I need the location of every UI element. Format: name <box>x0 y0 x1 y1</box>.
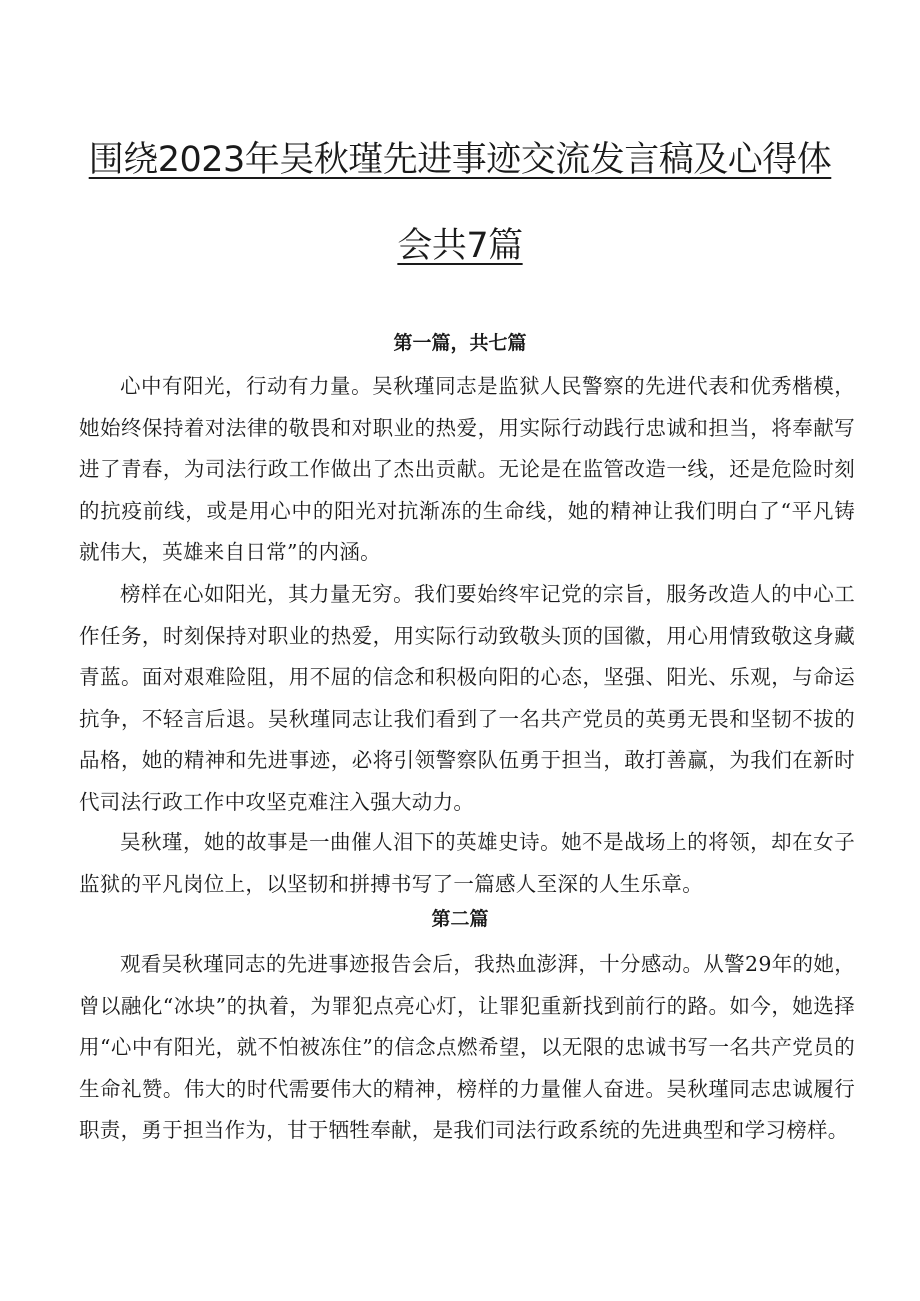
section-heading-1: 第一篇，共七篇 <box>393 332 527 354</box>
paragraph: 榜样在心如阳光，其力量无穷。我们要始终牢记党的宗旨，服务改造人的中心工作任务，时刻保持对职业的热爱，用实际行动致敬头顶的国徽，用心用情致敬这身藏青蓝。面对艰难险阻，用不屈的信念和积极向阳的心态，坚强、阳光、乐观，与命运抗争，不轻言后退。吴秋瑾同志让我们看到了一名共产党员的英勇无畏和坚韧不拔的品格，她的精神和先进事迹，必将引领警察队伍勇于担当，敢打善赢，为我们在新时代司法行政工作中攻坚克难注入强大动力。 <box>79 582 855 814</box>
document-title-line-1: 围绕2023年吴秋瑾先进事迹交流发言稿及心得体 <box>88 140 832 180</box>
paragraph: 观看吴秋瑾同志的先进事迹报告会后，我热血澎湃，十分感动。从警29年的她，曾以融化“冰块”的执着，为罪犯点亮心灯，让罪犯重新找到前行的路。如今，她选择用“心中有阳光，就不怕被冻住”的信念点燃希望，以无限的忠诚书写一名共产党员的生命礼赞。伟大的时代需要伟大的精神，榜样的力量催人奋进。吴秋瑾同志忠诚履行职责，勇于担当作为，甘于牺牲奉献，是我们司法行政系统的先进典型和学习榜样。 <box>79 952 855 1142</box>
paragraph: 吴秋瑾，她的故事是一曲催人泪下的英雄史诗。她不是战场上的将领，却在女子监狱的平凡岗位上，以坚韧和拼搏书写了一篇感人至深的人生乐章。 <box>79 830 855 896</box>
document-title-line-2: 会共7篇 <box>397 226 523 266</box>
paragraph: 心中有阳光，行动有力量。吴秋瑾同志是监狱人民警察的先进代表和优秀楷模，她始终保持着对法律的敬畏和对职业的热爱，用实际行动践行忠诚和担当，将奉献写进了青春，为司法行政工作做出了杰出贡献。无论是在监管改造一线，还是危险时刻的抗疫前线，或是用心中的阳光对抗渐冻的生命线，她的精神让我们明白了“平凡铸就伟大，英雄来自日常”的内涵。 <box>79 374 855 564</box>
section-heading-2: 第二篇 <box>431 908 489 930</box>
